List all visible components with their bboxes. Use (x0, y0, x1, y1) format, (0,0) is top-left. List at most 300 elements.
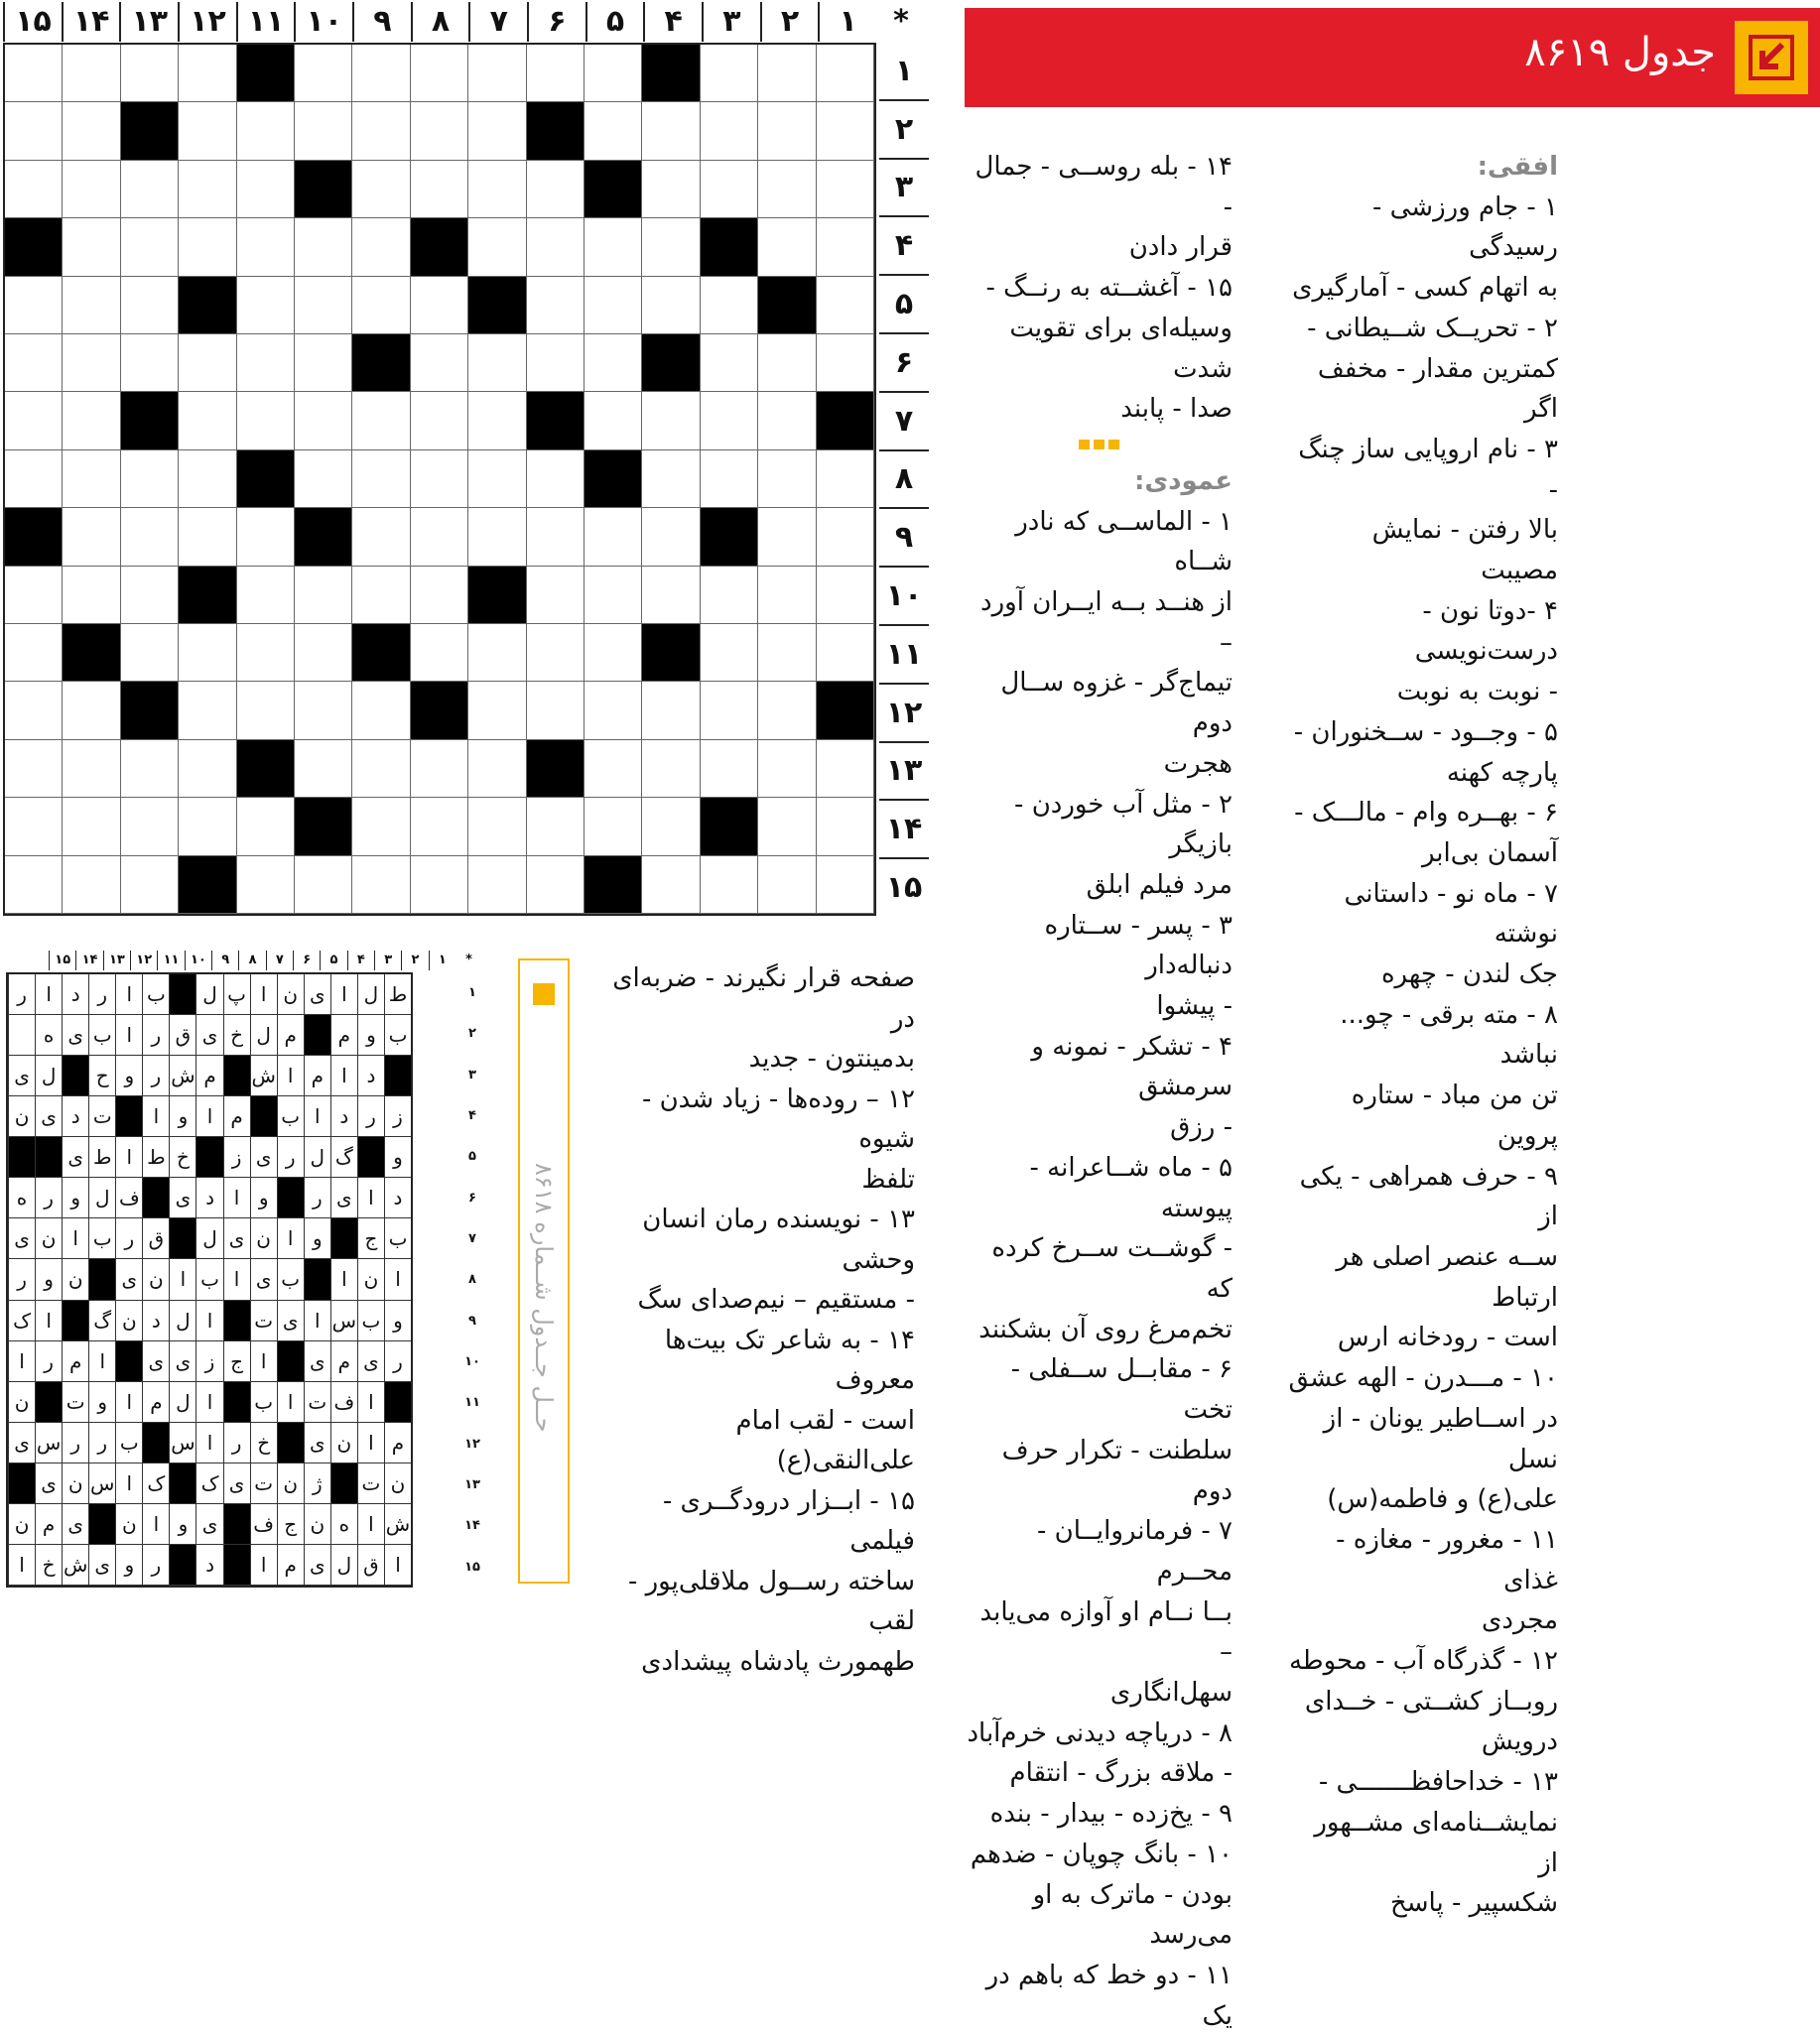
solution-cell: ا (357, 1504, 384, 1545)
grid-cell[interactable] (295, 277, 352, 334)
down-heading: عمودی: (1133, 465, 1233, 496)
grid-cell[interactable] (701, 856, 758, 914)
solution-cell: م (330, 1341, 357, 1382)
grid-cell[interactable] (585, 392, 642, 449)
grid-cell[interactable] (642, 508, 700, 566)
grid-cell[interactable] (179, 624, 236, 682)
solution-black-cell (330, 1463, 357, 1504)
solution-cell: ا (195, 1382, 222, 1423)
grid-cell[interactable] (758, 682, 816, 739)
solution-cell: م (277, 1015, 304, 1056)
grid-cell[interactable] (642, 392, 700, 449)
grid-cell[interactable] (411, 508, 468, 566)
solution-cell: ا (330, 1259, 357, 1300)
solution-cell: ا (223, 1259, 250, 1300)
grid-cell[interactable] (585, 508, 642, 566)
grid-cell[interactable] (642, 856, 700, 914)
solution-cell: ن (142, 1259, 169, 1300)
solution-cell: خ (35, 1545, 62, 1586)
clue-line: جک لندن - چهره (1380, 959, 1558, 990)
grid-cell[interactable] (352, 856, 410, 914)
grid-cell[interactable] (121, 798, 179, 855)
grid-cell[interactable] (701, 450, 758, 508)
grid-cell[interactable] (121, 334, 179, 392)
grid-cell[interactable] (468, 798, 526, 855)
solution-cell: ر (88, 974, 115, 1015)
solution-cell: ل (169, 1301, 195, 1341)
solution-cell: ح (88, 1056, 115, 1096)
solution-black-cell (304, 1015, 330, 1056)
grid-cell[interactable] (179, 740, 236, 798)
grid-cell[interactable] (758, 45, 816, 102)
grid-cell[interactable] (468, 334, 526, 392)
grid-cell[interactable] (642, 682, 700, 739)
column-number: ۱۴ (62, 2, 120, 42)
grid-cell[interactable] (411, 334, 468, 392)
grid-cell[interactable] (817, 161, 874, 218)
grid-cell[interactable] (352, 102, 410, 160)
grid-cell[interactable] (352, 798, 410, 855)
clue-line: سهل‌انگاری (1109, 1678, 1233, 1709)
black-cell (237, 45, 295, 102)
solution-black-cell (62, 1301, 88, 1341)
grid-cell[interactable] (817, 856, 874, 914)
grid-cell[interactable] (5, 102, 63, 160)
solution-cell: ب (195, 1259, 222, 1300)
solution-cell: ت (88, 1096, 115, 1137)
grid-cell[interactable] (527, 798, 585, 855)
black-cell (121, 102, 179, 160)
solution-column-number: ۳ (374, 951, 401, 970)
grid-cell[interactable] (352, 45, 410, 102)
logo-icon (1735, 21, 1808, 94)
solution-cell: ک (142, 1463, 169, 1504)
grid-cell[interactable] (411, 102, 468, 160)
grid-cell[interactable] (758, 798, 816, 855)
solution-cell: خ (169, 1137, 195, 1178)
grid-cell[interactable] (701, 567, 758, 624)
grid-cell[interactable] (179, 161, 236, 218)
solution-black-cell (223, 1056, 250, 1096)
grid-cell[interactable] (121, 218, 179, 276)
black-cell (5, 508, 63, 566)
grid-cell[interactable] (295, 740, 352, 798)
grid-cell[interactable] (63, 161, 120, 218)
grid-cell[interactable] (527, 508, 585, 566)
solution-cell: ی (62, 1504, 88, 1545)
grid-cell[interactable] (468, 624, 526, 682)
grid-cell[interactable] (411, 450, 468, 508)
grid-cell[interactable] (352, 450, 410, 508)
solution-cell: ن (115, 1504, 142, 1545)
solution-cell: و (115, 1545, 142, 1586)
grid-cell[interactable] (642, 161, 700, 218)
grid-cell[interactable] (121, 508, 179, 566)
grid-cell[interactable] (237, 508, 295, 566)
grid-cell[interactable] (411, 856, 468, 914)
solution-cell: ا (169, 1259, 195, 1300)
grid-cell[interactable] (411, 392, 468, 449)
solution-cell: ی (8, 1056, 35, 1096)
solution-cell: ا (62, 1218, 88, 1259)
solution-cell: ن (62, 1259, 88, 1300)
grid-cell[interactable] (701, 277, 758, 334)
grid-cell[interactable] (5, 277, 63, 334)
grid-cell[interactable] (5, 856, 63, 914)
solution-black-cell (169, 1218, 195, 1259)
grid-cell[interactable] (585, 45, 642, 102)
grid-cell[interactable] (527, 45, 585, 102)
grid-cell[interactable] (527, 682, 585, 739)
solution-black-cell (384, 1382, 411, 1423)
clue-line: نمایشــنامه‌ای مشــهور از (1314, 1807, 1558, 1878)
solution-cell: ر (277, 1137, 304, 1178)
grid-cell[interactable] (642, 102, 700, 160)
grid-cell[interactable] (817, 798, 874, 855)
grid-cell[interactable] (63, 740, 120, 798)
grid-cell[interactable] (237, 856, 295, 914)
grid-cell[interactable] (121, 567, 179, 624)
black-cell (468, 567, 526, 624)
solution-black-cell (250, 1096, 277, 1137)
grid-cell[interactable] (585, 277, 642, 334)
grid-cell[interactable] (237, 798, 295, 855)
solution-row-number: ۱۰ (464, 1354, 480, 1370)
grid-cell[interactable] (701, 161, 758, 218)
grid-cell[interactable] (295, 218, 352, 276)
grid-cell[interactable] (527, 624, 585, 682)
grid-cell[interactable] (179, 450, 236, 508)
grid-cell[interactable] (5, 740, 63, 798)
solution-cell: د (357, 1056, 384, 1096)
grid-cell[interactable] (121, 161, 179, 218)
grid-cell[interactable] (237, 334, 295, 392)
grid-cell[interactable] (5, 161, 63, 218)
solution-cell: ن (357, 1259, 384, 1300)
grid-cell[interactable] (352, 161, 410, 218)
grid-cell[interactable] (179, 798, 236, 855)
solution-column-number: ۲ (401, 951, 428, 970)
solution-cell: ط (142, 1137, 169, 1178)
grid-cell[interactable] (295, 102, 352, 160)
clue-line: - ملاقه بزرگ - انتقام (1009, 1758, 1233, 1789)
grid-cell[interactable] (5, 45, 63, 102)
grid-cell[interactable] (585, 740, 642, 798)
solution-cell: ا (115, 1463, 142, 1504)
grid-cell[interactable] (179, 508, 236, 566)
grid-cell[interactable] (63, 277, 120, 334)
grid-cell[interactable] (179, 334, 236, 392)
grid-cell[interactable] (758, 740, 816, 798)
grid-cell[interactable] (121, 450, 179, 508)
grid-cell[interactable] (295, 45, 352, 102)
grid-cell[interactable] (585, 567, 642, 624)
solution-column-number: ۶ (293, 951, 320, 970)
grid-cell[interactable] (701, 334, 758, 392)
solution-row-number: ۱۵ (464, 1559, 480, 1575)
grid-cell[interactable] (527, 161, 585, 218)
grid-cell[interactable] (758, 161, 816, 218)
solution-cell: ب (384, 1015, 411, 1056)
solution-cell: ی (223, 1463, 250, 1504)
clue-line: علی(ع) و فاطمه(س) (1327, 1484, 1558, 1515)
solution-cell: م (330, 1015, 357, 1056)
grid-cell[interactable] (5, 334, 63, 392)
grid-cell[interactable] (352, 218, 410, 276)
grid-cell[interactable] (642, 450, 700, 508)
grid-cell[interactable] (5, 450, 63, 508)
clue-line: ۵ - وجــود - ســخنوران - (1293, 716, 1558, 747)
clue-line: روبــاز کشــتی - خــدای (1304, 1686, 1558, 1717)
solution-cell: س (88, 1463, 115, 1504)
grid-cell[interactable] (468, 392, 526, 449)
grid-cell[interactable] (237, 392, 295, 449)
solution-cell: م (384, 1423, 411, 1463)
solution-cell: ر (223, 1423, 250, 1463)
grid-cell[interactable] (758, 624, 816, 682)
solution-cell: م (195, 1056, 222, 1096)
clue-line: ۱ - جام ورزشی - رسیدگی (1371, 191, 1558, 263)
grid-cell[interactable] (585, 218, 642, 276)
clue-line: وسیله‌ای برای تقویت شدت (1009, 313, 1233, 384)
solution-cell: ا (115, 1382, 142, 1423)
grid-cell[interactable] (5, 798, 63, 855)
grid-cell[interactable] (121, 624, 179, 682)
grid-cell[interactable] (295, 450, 352, 508)
clue-line: ۲ - تحریــک شــیطانی - (1307, 313, 1558, 343)
solution-column-number: ۵ (320, 951, 346, 970)
grid-cell[interactable] (585, 798, 642, 855)
column-number: ۱ (818, 2, 876, 42)
grid-cell[interactable] (237, 277, 295, 334)
grid-cell[interactable] (468, 856, 526, 914)
grid-cell[interactable] (817, 740, 874, 798)
solution-black-cell (35, 1137, 62, 1178)
grid-cell[interactable] (352, 682, 410, 739)
grid-cell[interactable] (701, 624, 758, 682)
column-numbers (3, 2, 926, 42)
black-cell (642, 624, 700, 682)
solution-cell: ی (88, 1545, 115, 1586)
clue-line: ۹ - یخ‌زده - بیدار - بنده (989, 1799, 1233, 1830)
grid-cell[interactable] (179, 682, 236, 739)
grid-cell[interactable] (468, 508, 526, 566)
clue-line: مرد فیلم ابلق (1086, 869, 1233, 900)
grid-cell[interactable] (701, 740, 758, 798)
solution-cell: ب (357, 1301, 384, 1341)
grid-cell[interactable] (701, 392, 758, 449)
grid-cell[interactable] (5, 682, 63, 739)
grid-cell[interactable] (63, 508, 120, 566)
clue-line: درویش (1481, 1726, 1558, 1757)
grid-cell[interactable] (758, 567, 816, 624)
grid-cell[interactable] (758, 102, 816, 160)
grid-cell[interactable] (642, 218, 700, 276)
grid-cell[interactable] (585, 624, 642, 682)
solution-column-number: ۱۱ (157, 951, 184, 970)
solution-cell: ی (277, 1301, 304, 1341)
solution-black-cell (304, 1259, 330, 1300)
black-cell (179, 567, 236, 624)
grid-cell[interactable] (295, 856, 352, 914)
grid-cell[interactable] (758, 392, 816, 449)
black-cell (527, 102, 585, 160)
grid-cell[interactable] (817, 334, 874, 392)
solution-cell: ا (250, 974, 277, 1015)
black-cell (585, 856, 642, 914)
grid-cell[interactable] (295, 567, 352, 624)
grid-cell[interactable] (63, 45, 120, 102)
grid-cell[interactable] (758, 218, 816, 276)
solution-black-cell (8, 1463, 35, 1504)
grid-cell[interactable] (817, 508, 874, 566)
grid-cell[interactable] (352, 740, 410, 798)
grid-cell[interactable] (352, 392, 410, 449)
row-number: ۱ (894, 53, 914, 88)
grid-cell[interactable] (817, 450, 874, 508)
grid-cell[interactable] (295, 682, 352, 739)
solution-cell: ق (169, 1015, 195, 1056)
grid-cell[interactable] (468, 740, 526, 798)
grid-cell[interactable] (179, 102, 236, 160)
grid-cell[interactable] (179, 218, 236, 276)
grid-cell[interactable] (527, 450, 585, 508)
grid-cell[interactable] (121, 856, 179, 914)
grid-cell[interactable] (701, 682, 758, 739)
grid-cell[interactable] (63, 798, 120, 855)
grid-cell[interactable] (63, 856, 120, 914)
black-cell (295, 798, 352, 855)
grid-cell[interactable] (237, 567, 295, 624)
grid-cell[interactable] (63, 682, 120, 739)
grid-cell[interactable] (817, 567, 874, 624)
black-cell (179, 277, 236, 334)
clue-line: ۱۲ – روده‌ها - زیاد شدن - شیوه (641, 1083, 915, 1154)
grid-cell[interactable] (411, 798, 468, 855)
grid-cell[interactable] (411, 277, 468, 334)
grid-cell[interactable] (817, 218, 874, 276)
grid-cell[interactable] (411, 624, 468, 682)
grid-cell[interactable] (758, 856, 816, 914)
grid-cell[interactable] (63, 102, 120, 160)
grid-cell[interactable] (295, 334, 352, 392)
grid-cell[interactable] (585, 682, 642, 739)
solution-cell: ر (62, 1423, 88, 1463)
grid-cell[interactable] (468, 218, 526, 276)
grid-cell[interactable] (237, 102, 295, 160)
grid-cell[interactable] (411, 740, 468, 798)
solution-cell: ک (8, 1301, 35, 1341)
grid-cell[interactable] (642, 740, 700, 798)
row-number: ۶ (879, 332, 929, 391)
grid-cell[interactable] (63, 567, 120, 624)
grid-cell[interactable] (468, 450, 526, 508)
grid-cell[interactable] (63, 334, 120, 392)
solution-cell: ر (35, 1341, 62, 1382)
solution-column-number: ۸ (238, 951, 265, 970)
grid-cell[interactable] (527, 334, 585, 392)
grid-cell[interactable] (63, 218, 120, 276)
grid-cell[interactable] (817, 277, 874, 334)
grid-cell[interactable] (295, 624, 352, 682)
grid-cell[interactable] (585, 102, 642, 160)
solution-row-number: ۶ (468, 1190, 476, 1206)
grid-cell[interactable] (411, 567, 468, 624)
grid-cell[interactable] (468, 161, 526, 218)
grid-cell[interactable] (63, 450, 120, 508)
grid-cell[interactable] (817, 102, 874, 160)
grid-cell[interactable] (352, 277, 410, 334)
grid-cell[interactable] (179, 45, 236, 102)
grid-cell[interactable] (5, 624, 63, 682)
solution-cell: ا (195, 1301, 222, 1341)
solution-cell: د (195, 1178, 222, 1218)
clue-line: ۸ - دریاچه دیدنی خرم‌آباد (967, 1718, 1233, 1748)
grid-cell[interactable] (237, 624, 295, 682)
grid-cell[interactable] (758, 508, 816, 566)
grid-cell[interactable] (758, 334, 816, 392)
grid-cell[interactable] (5, 567, 63, 624)
grid-cell[interactable] (237, 682, 295, 739)
grid-cell[interactable] (642, 798, 700, 855)
grid-cell[interactable] (352, 567, 410, 624)
grid-cell[interactable] (237, 218, 295, 276)
solution-cell: ف (115, 1178, 142, 1218)
grid-cell[interactable] (121, 277, 179, 334)
clue-line: ۴ - تشکر - نمونه و سرمشق (1031, 1031, 1233, 1102)
grid-cell[interactable] (585, 334, 642, 392)
grid-cell[interactable] (121, 740, 179, 798)
grid-cell[interactable] (701, 102, 758, 160)
grid-cell[interactable] (527, 856, 585, 914)
row-number: ۱۰ (879, 566, 929, 624)
solution-cell: گ (88, 1301, 115, 1341)
grid-cell[interactable] (468, 102, 526, 160)
solution-cell: ن (8, 1096, 35, 1137)
grid-cell[interactable] (411, 45, 468, 102)
grid-cell[interactable] (527, 567, 585, 624)
grid-cell[interactable] (527, 218, 585, 276)
solution-cell: ب (277, 1259, 304, 1300)
grid-cell[interactable] (352, 508, 410, 566)
grid-cell[interactable] (468, 682, 526, 739)
grid-cell[interactable] (817, 624, 874, 682)
grid-cell[interactable] (63, 392, 120, 449)
grid-cell[interactable] (237, 161, 295, 218)
grid-cell[interactable] (121, 45, 179, 102)
grid-cell[interactable] (642, 277, 700, 334)
solution-cell: ز (195, 1341, 222, 1382)
row-number: ۱۳ (879, 741, 929, 800)
clue-line: ۱۱ - مغرور - مغازه - غذای (1336, 1524, 1558, 1595)
grid-cell[interactable] (758, 450, 816, 508)
solution-black-cell (277, 1178, 304, 1218)
grid-cell[interactable] (295, 392, 352, 449)
solution-black-cell (142, 1178, 169, 1218)
grid-cell[interactable] (179, 392, 236, 449)
solution-column-number: ۱ (429, 951, 455, 970)
grid-cell[interactable] (701, 45, 758, 102)
row-number: ۱۱ (879, 624, 929, 683)
solution-cell: م (62, 1341, 88, 1382)
grid-cell[interactable] (411, 161, 468, 218)
grid-cell[interactable] (642, 567, 700, 624)
grid-cell[interactable] (817, 45, 874, 102)
grid-cell[interactable] (527, 277, 585, 334)
grid-cell[interactable] (5, 392, 63, 449)
grid-cell[interactable] (468, 45, 526, 102)
clue-line: ۱۵ - آغشــته به رنــگ - (985, 273, 1233, 304)
